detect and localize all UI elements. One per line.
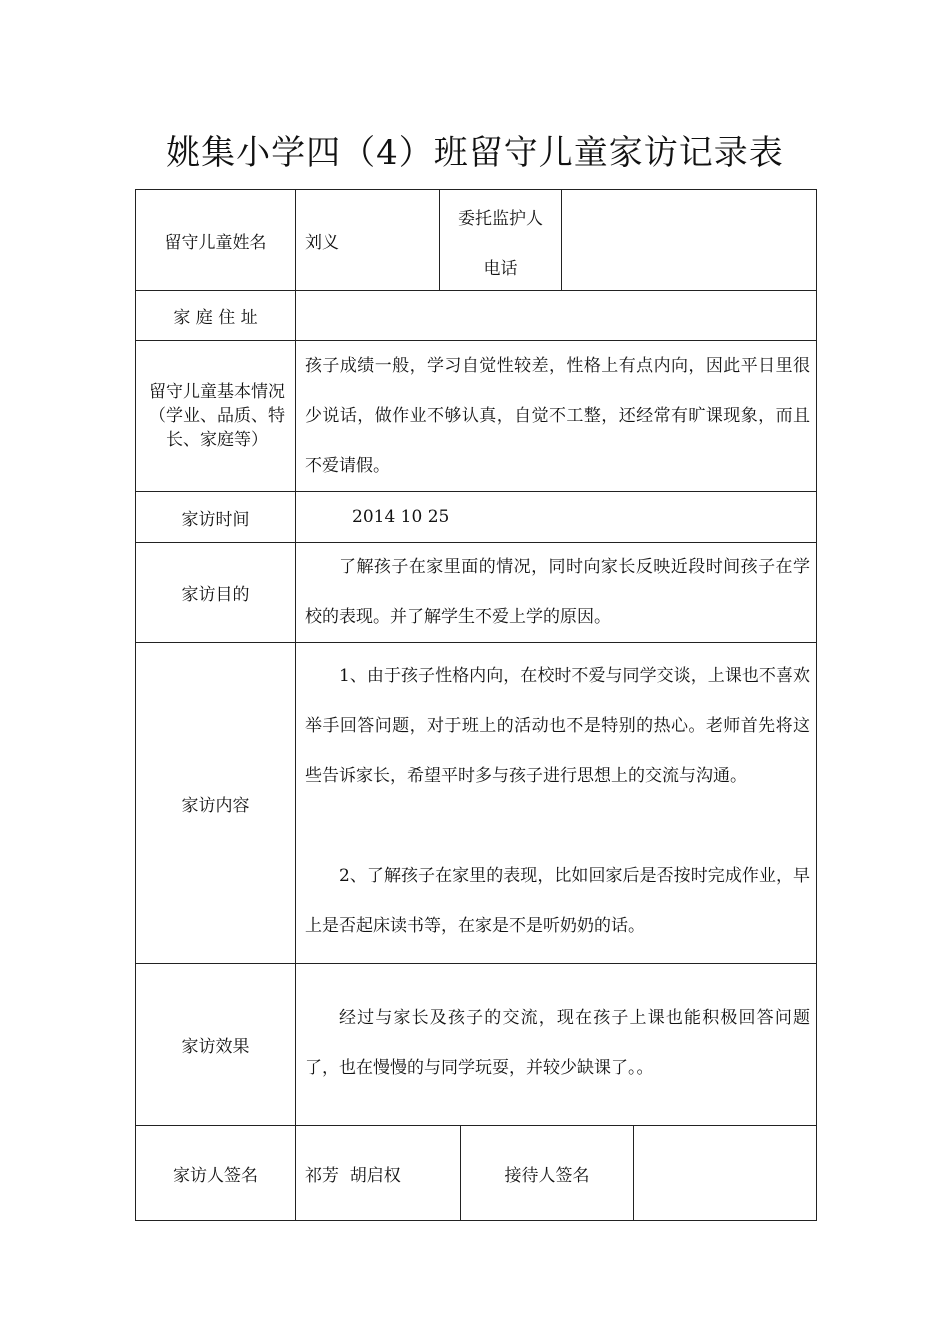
visit-content-label	[136, 643, 295, 963]
visitor-signature-value	[305, 1126, 455, 1220]
child-name-label	[136, 190, 295, 290]
address-label	[136, 291, 295, 340]
receiver-signature-label	[461, 1126, 633, 1220]
address-value	[305, 291, 810, 340]
visit-effect-label-text: 家访效果	[181, 1037, 250, 1057]
document-title: 姚集小学四（4）班留守儿童家访记录表	[166, 133, 784, 173]
visit-time-value	[352, 492, 752, 542]
child-name-label-text: 留守儿童姓名	[164, 232, 267, 253]
guardian-value	[570, 190, 810, 290]
visitor-names-text: 祁芳 胡启权	[305, 1165, 401, 1186]
visit-content-label-text: 家访内容	[181, 795, 250, 816]
child-name-text: 刘义	[305, 232, 339, 253]
visitor-signature-label	[136, 1126, 295, 1220]
column-divider	[561, 189, 562, 291]
address-label-text: 家 庭 住 址	[173, 308, 258, 328]
visit-effect-label	[136, 964, 295, 1125]
basic-situation-value: 孩子成绩一般，学习自觉性较差，性格上有点内向，因此平日里很少说话，做作业不够认真，自觉不工整，还经常有旷课现象，而且不爱请假。	[305, 356, 810, 476]
receiver-signature-value	[640, 1126, 810, 1220]
visit-content-paragraph-2: 2、了解孩子在家里的表现，比如回家后是否按时完成作业，早上是否起床读书等，在家是不是听奶奶的话。	[305, 866, 810, 936]
basic-situation-label	[142, 341, 292, 491]
table-border-bottom	[135, 1220, 817, 1221]
visit-time-label	[136, 492, 295, 542]
column-divider	[633, 1125, 634, 1221]
visit-effect-value: 经过与家长及孩子的交流，现在孩子上课也能积极回答问题了，也在慢慢的与同学玩耍，并较少缺课了。。	[305, 1008, 810, 1078]
table-border-right	[816, 189, 817, 1221]
visit-content-paragraph-1: 1、由于孩子性格内向，在校时不爱与同学交谈，上课也不喜欢举手回答问题，对于班上的活动也不是特别的热心。老师首先将这些告诉家长，希望平时多与孩子进行思想上的交流与沟通。	[305, 666, 810, 786]
visit-purpose-label	[136, 543, 295, 642]
guardian-label	[440, 190, 561, 290]
visitor-signature-label-text: 家访人签名	[173, 1165, 258, 1186]
child-name-value	[305, 190, 435, 290]
receiver-signature-label-text: 接待人签名	[504, 1165, 590, 1186]
guardian-label-line1: 委托监护人	[458, 209, 543, 229]
basic-situation-label-text: 留守儿童基本情况（学业、品质、特长、家庭等）	[149, 382, 285, 450]
visit-purpose-value: 了解孩子在家里面的情况，同时向家长反映近段时间孩子在学校的表现。并了解学生不爱上学的原因。	[305, 557, 810, 627]
label-column-divider	[295, 189, 296, 1221]
visit-time-text: 2014 10 25	[352, 507, 450, 527]
visit-purpose-label-text: 家访目的	[181, 585, 250, 605]
guardian-label-line2: 电话	[483, 259, 518, 279]
visit-time-label-text: 家访时间	[181, 509, 250, 530]
